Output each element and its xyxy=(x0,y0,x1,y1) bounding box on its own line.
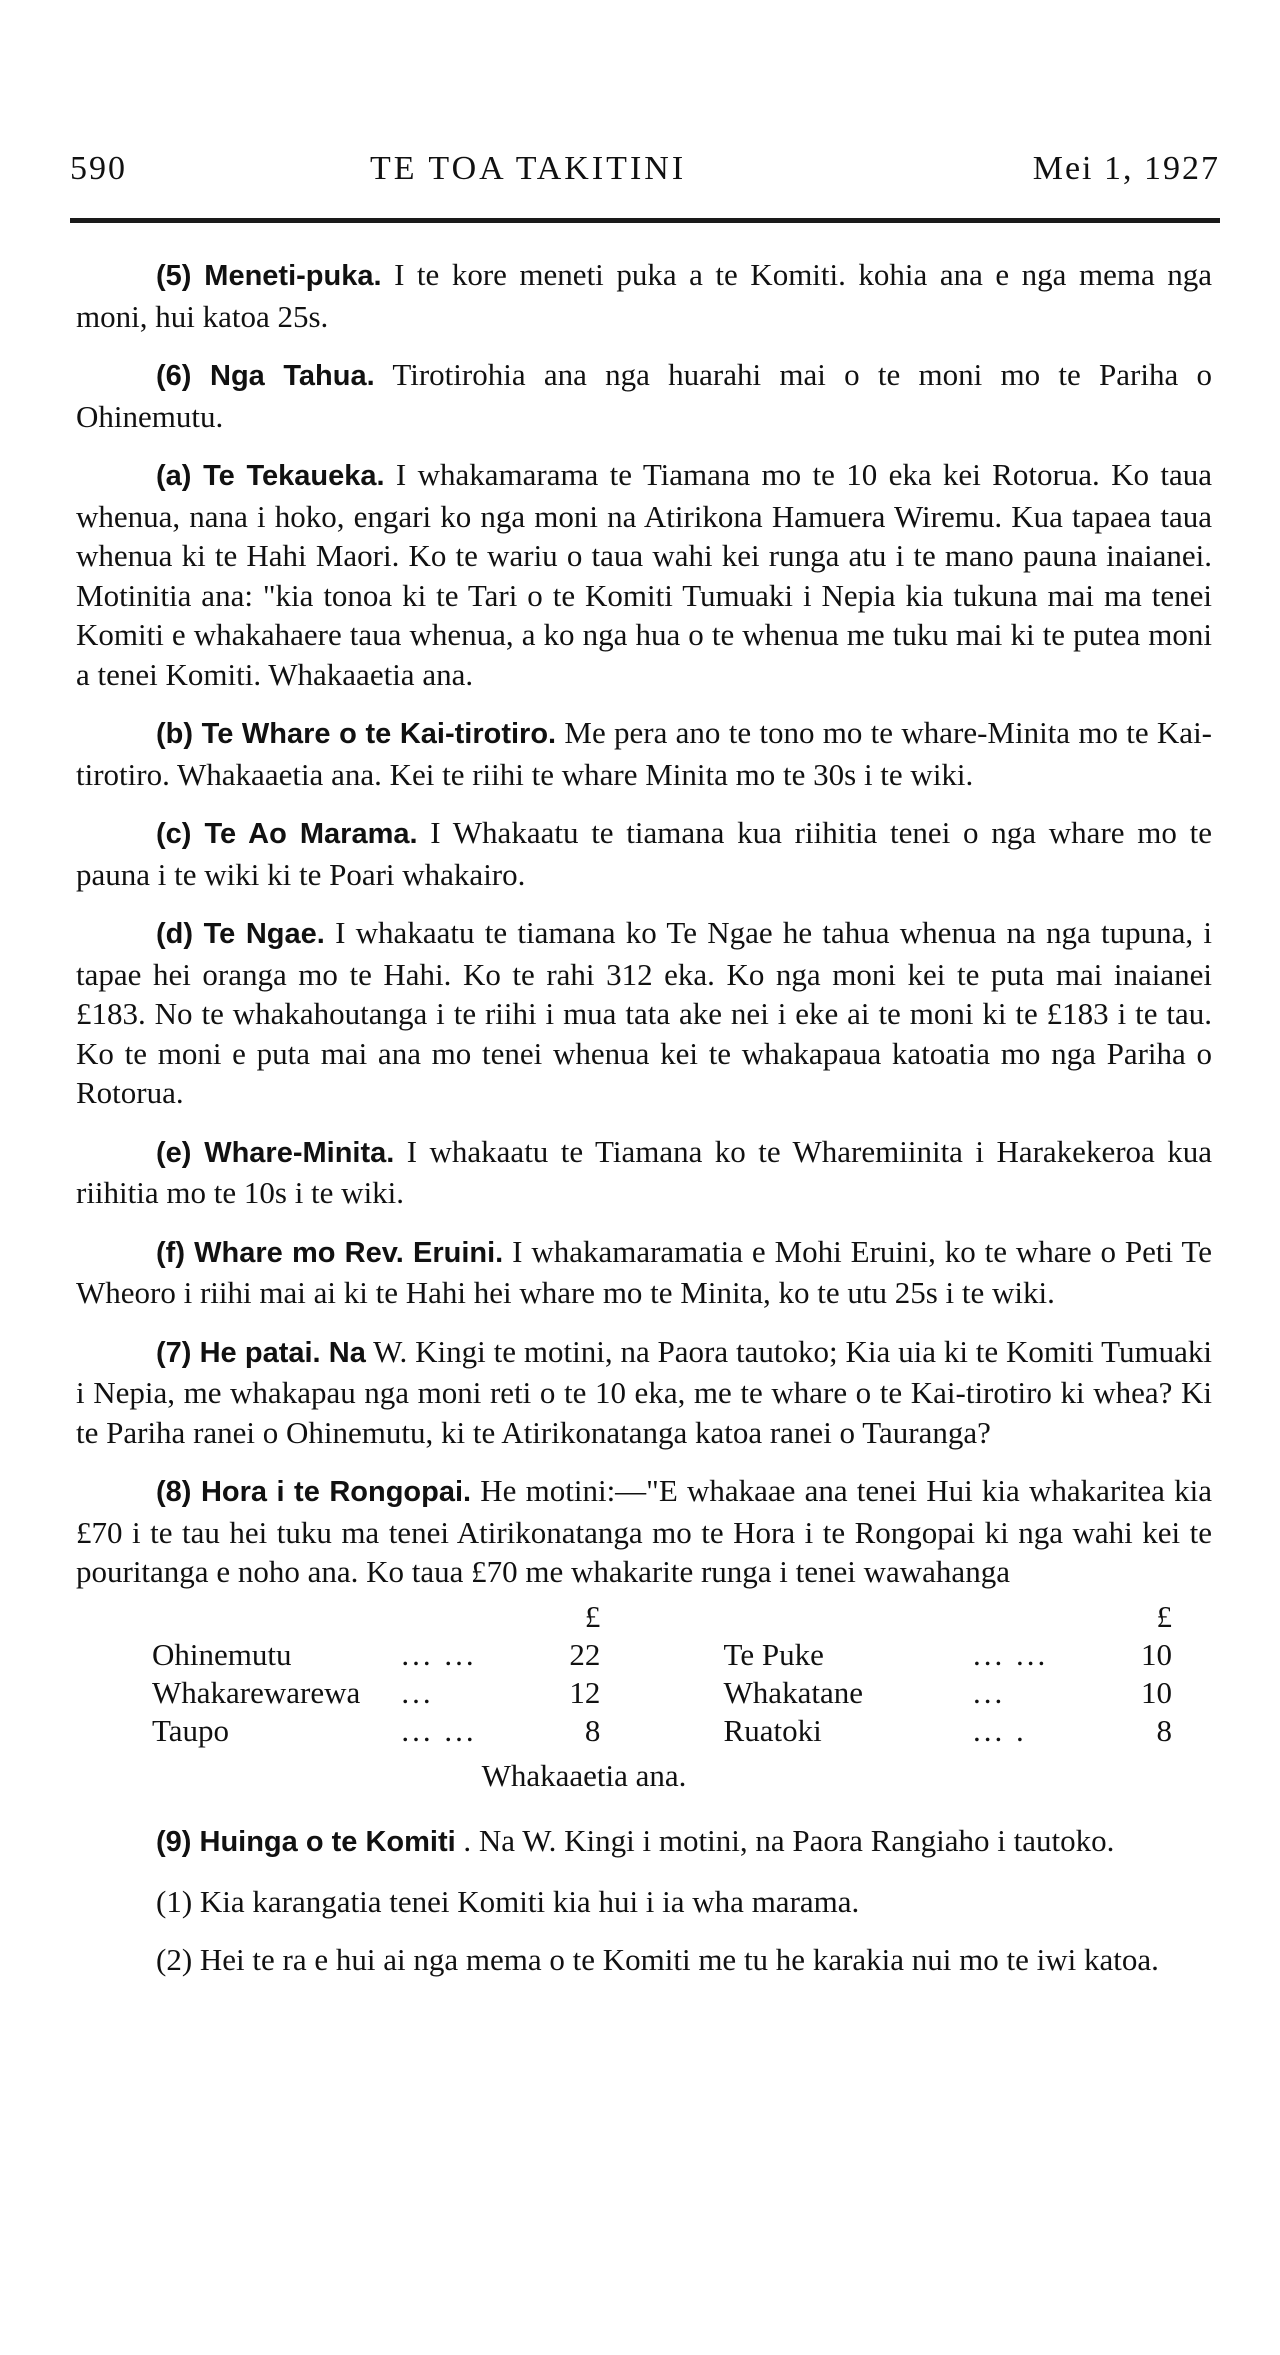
paragraph-text: I Whakaatu te tiamana kua riihitia tenei o nga whare mo te pauna i te wiki ki te Poari whakairo. xyxy=(76,815,1212,892)
paragraph-text: I whakamaramatia e Mohi Eruini, ko te whare o Peti Te Wheoro i riihi mai ai ki te Hahi hei whare mo te Minita, ko te utu 25s i te wiki. xyxy=(76,1233,1212,1310)
paragraph-d xyxy=(76,913,1212,1113)
leader-dots: ... ... xyxy=(972,1636,1049,1672)
amount-value: 22 xyxy=(569,1636,601,1672)
issue-date: Mei 1, 1927 xyxy=(1032,150,1220,187)
amount-value: 10 xyxy=(1141,1674,1172,1710)
publication-title: TE TOA TAKITINI xyxy=(370,150,687,187)
paragraph-heading: (7) He patai. Na xyxy=(156,1336,366,1369)
paragraph-text: I whakaatu te Tiamana ko te Wharemiinita i Harakekeroa kua riihitia mo te 10s i te wiki. xyxy=(76,1133,1212,1210)
table-footer: Whakaaetia ana. xyxy=(481,1757,687,1793)
amount-value: 8 xyxy=(584,1712,601,1748)
page-number: 590 xyxy=(70,150,127,187)
paragraph-heading: (a) Te Tekaueka. xyxy=(156,460,385,492)
paragraph-8 xyxy=(76,1471,1212,1592)
paragraph-heading: (e) Whare-Minita. xyxy=(156,1136,395,1169)
parish-name: Whakarewarewa xyxy=(152,1674,361,1710)
paragraph-text: Tirotirohia ana nga huarahi mai o te moni mo te Pariha o Ohinemutu. xyxy=(76,357,1212,434)
amount-value: 10 xyxy=(1141,1636,1172,1672)
list-item-text: (1) Kia karangatia tenei Komiti kia hui i ia wha marama. xyxy=(156,1883,860,1919)
paragraph-e xyxy=(76,1132,1212,1213)
paragraph-text: . Na W. Kingi i motini, na Paora Rangiaho i tautoko. xyxy=(455,1823,1115,1858)
leader-dots: ... xyxy=(401,1674,434,1710)
allocation-table xyxy=(152,1598,1212,1750)
paragraph-a xyxy=(76,455,1212,694)
paragraph-text: I whakamarama te Tiamana mo te 10 eka kei Rotorua. Ko taua whenua, nana i hoko, engari ko nga moni na Atirikona Hamuera Wiremu. Kua tapaea taua whenua ki te Hahi Maori. Ko te wariu o taua wahi kei runga atu i te mano pauna inaianei. Motinitia ana: "kia tonoa ki te Tari o te Komiti Tumuaki i Nepia kia tukuna mai ma tenei Komiti e whakahaere taua whenua, a ko nga hua o te whenua me tuku mai ki te putea moni a tenei Komiti. Whakaaetia ana. xyxy=(76,457,1213,692)
paragraph-b xyxy=(76,713,1212,794)
paragraph-heading: (d) Te Ngae. xyxy=(156,918,325,950)
paragraph-7 xyxy=(76,1332,1212,1453)
paragraph-heading: (5) Meneti-puka. xyxy=(156,260,382,292)
paragraph-6 xyxy=(76,355,1212,436)
paragraph-text: I whakaatu te tiamana ko Te Ngae he tahua whenua na nga tupuna, i tapae hei oranga mo te Hahi. Ko te rahi 312 eka. Ko nga moni kei te puta mai inaianei £183. No te whakahoutanga i te riihi i mua tata ake nei i eke ai te moni ki te £183 i te tau. Ko te moni e puta mai ana mo tenei whenua kei te whakapaua katoatia mo nga Pariha o Rotorua. xyxy=(76,915,1212,1110)
page-header xyxy=(70,150,1220,200)
article-body xyxy=(76,255,1212,1999)
paragraph-9 xyxy=(76,1821,1212,1863)
parish-name: Whakatane xyxy=(723,1674,863,1710)
paragraph-heading: (f) Whare mo Rev. Eruini. xyxy=(156,1236,504,1269)
list-item xyxy=(76,1940,1212,1980)
table-row xyxy=(152,1674,1212,1712)
currency-symbol: £ xyxy=(1156,1598,1172,1634)
leader-dots: ... xyxy=(972,1674,1006,1710)
paragraph-text: He motini:—"E whakaae ana tenei Hui kia whakaritea kia £70 i te tau hei tuku ma tenei Atirikonatanga mo te Hora i te Rongopai ki nga wahi kei te pouritanga e noho ana. Ko taua £70 me whakarite runga i tenei wawahanga xyxy=(76,1473,1212,1589)
table-currency-row xyxy=(152,1598,1212,1636)
table-row xyxy=(152,1636,1212,1674)
amount-value: 12 xyxy=(569,1674,601,1710)
parish-name: Te Puke xyxy=(723,1636,824,1672)
paragraph-5 xyxy=(76,255,1212,336)
paragraph-heading: (b) Te Whare o te Kai-tirotiro. xyxy=(156,718,557,750)
paragraph-heading: (9) Huinga o te Komiti xyxy=(156,1826,456,1858)
paragraph-text: W. Kingi te motini, na Paora tautoko; Kia uia ki te Komiti Tumuaki i Nepia, me whakapau nga moni reti o te 10 eka, me te whare o te Kai-tirotiro ki whea? Ki te Pariha ranei o Ohinemutu, ki te Atirikonatanga katoa ranei o Tauranga? xyxy=(76,1333,1212,1450)
list-item-text: (2) Hei te ra e hui ai nga mema o te Komiti me tu he karakia nui mo te iwi katoa. xyxy=(156,1942,1159,1977)
paragraph-text: I te kore meneti puka a te Komiti. kohia ana e nga mema nga moni, hui katoa 25s. xyxy=(76,257,1212,334)
paragraph-f xyxy=(76,1232,1212,1313)
leader-dots: ... . xyxy=(972,1712,1027,1748)
paragraph-text: Me pera ano te tono mo te whare-Minita mo te Kai-tirotiro. Whakaaetia ana. Kei te riihi te whare Minita mo te 30s i te wiki. xyxy=(76,715,1213,792)
paragraph-heading: (8) Hora i te Rongopai. xyxy=(156,1476,472,1508)
paragraph-heading: (6) Nga Tahua. xyxy=(156,360,375,392)
amount-value: 8 xyxy=(1156,1712,1172,1748)
paragraph-c xyxy=(76,813,1212,894)
paragraph-heading: (c) Te Ao Marama. xyxy=(156,818,418,850)
parish-name: Ruatoki xyxy=(723,1712,822,1748)
header-rule xyxy=(70,218,1220,223)
leader-dots: ... ... xyxy=(401,1636,477,1672)
parish-name: Ohinemutu xyxy=(152,1636,292,1672)
currency-symbol: £ xyxy=(584,1598,601,1634)
list-item xyxy=(76,1882,1212,1922)
parish-name: Taupo xyxy=(152,1712,230,1748)
table-row xyxy=(152,1712,1212,1750)
leader-dots: ... ... xyxy=(401,1712,477,1748)
